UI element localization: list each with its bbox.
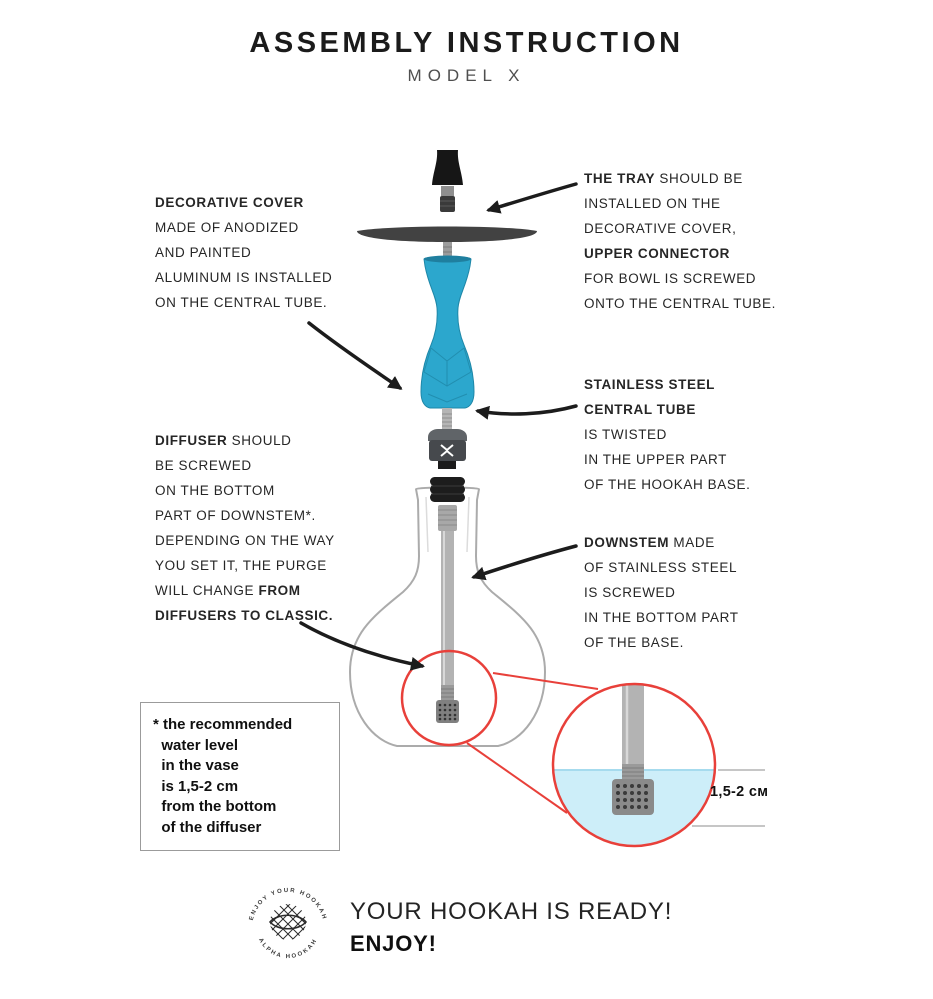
arrow-tray bbox=[489, 184, 576, 210]
ready-text: YOUR HOOKAH IS READY! bbox=[350, 898, 673, 925]
downstem-part bbox=[436, 505, 459, 723]
upper-connector bbox=[428, 429, 467, 469]
svg-text:ENJOY YOUR HOOKAH bbox=[249, 888, 327, 921]
decorative-cover bbox=[421, 256, 474, 409]
svg-text:ALPHA HOOKAH bbox=[257, 937, 319, 960]
annotation-downstem: DOWNSTEM MADE OF STAINLESS STEEL IS SCREWED IN THE BOTTOM PART OF THE BASE. bbox=[584, 535, 739, 650]
annotation-decorative-cover: DECORATIVE COVER MADE OF ANODIZED AND PAINTED ALUMINUM IS INSTALLED ON THE CENTRAL TUBE. bbox=[155, 195, 333, 310]
arrow-decorative-cover bbox=[309, 323, 400, 388]
arrow-central-tube bbox=[478, 406, 576, 414]
grommet bbox=[430, 477, 465, 502]
central-tube-threads bbox=[442, 408, 452, 430]
page-title: ASSEMBLY INSTRUCTION bbox=[249, 27, 684, 59]
page-subtitle: MODEL X bbox=[407, 66, 526, 85]
measurement-label: 1,5-2 см bbox=[710, 784, 769, 800]
annotation-central-tube: STAINLESS STEEL CENTRAL TUBE IS TWISTED IN THE UPPER PART OF THE HOOKAH BASE. bbox=[584, 377, 751, 492]
arrow-diffuser bbox=[301, 623, 422, 666]
annotation-diffuser: DIFFUSER SHOULD BE SCREWED ON THE BOTTOM PART OF DOWNSTEM*. DEPENDING ON THE WAY YOU SET IT, THE PURGE WILL CHANGE FROM DIFFUSERS TO CLASSIC. bbox=[155, 433, 335, 623]
logo-top-text: ENJOY YOUR HOOKAH bbox=[248, 887, 328, 922]
water-level-note-box: * the recommended water level in the vase is 1,5-2 cm from the bottom of the diffuser bbox=[140, 702, 340, 851]
bowl bbox=[432, 150, 463, 212]
arrow-downstem bbox=[474, 546, 576, 577]
logo-bottom-text: ALPHA HOOKAH bbox=[256, 937, 320, 961]
alpha-hookah-logo bbox=[242, 876, 334, 968]
annotation-tray: THE TRAY SHOULD BE INSTALLED ON THE DECORATIVE COVER, UPPER CONNECTOR FOR BOWL IS SCREWED ONTO THE CENTRAL TUBE. bbox=[584, 171, 776, 311]
diffuser-part bbox=[436, 700, 459, 723]
tray bbox=[357, 227, 537, 243]
enjoy-text: ENJOY! bbox=[350, 931, 437, 956]
